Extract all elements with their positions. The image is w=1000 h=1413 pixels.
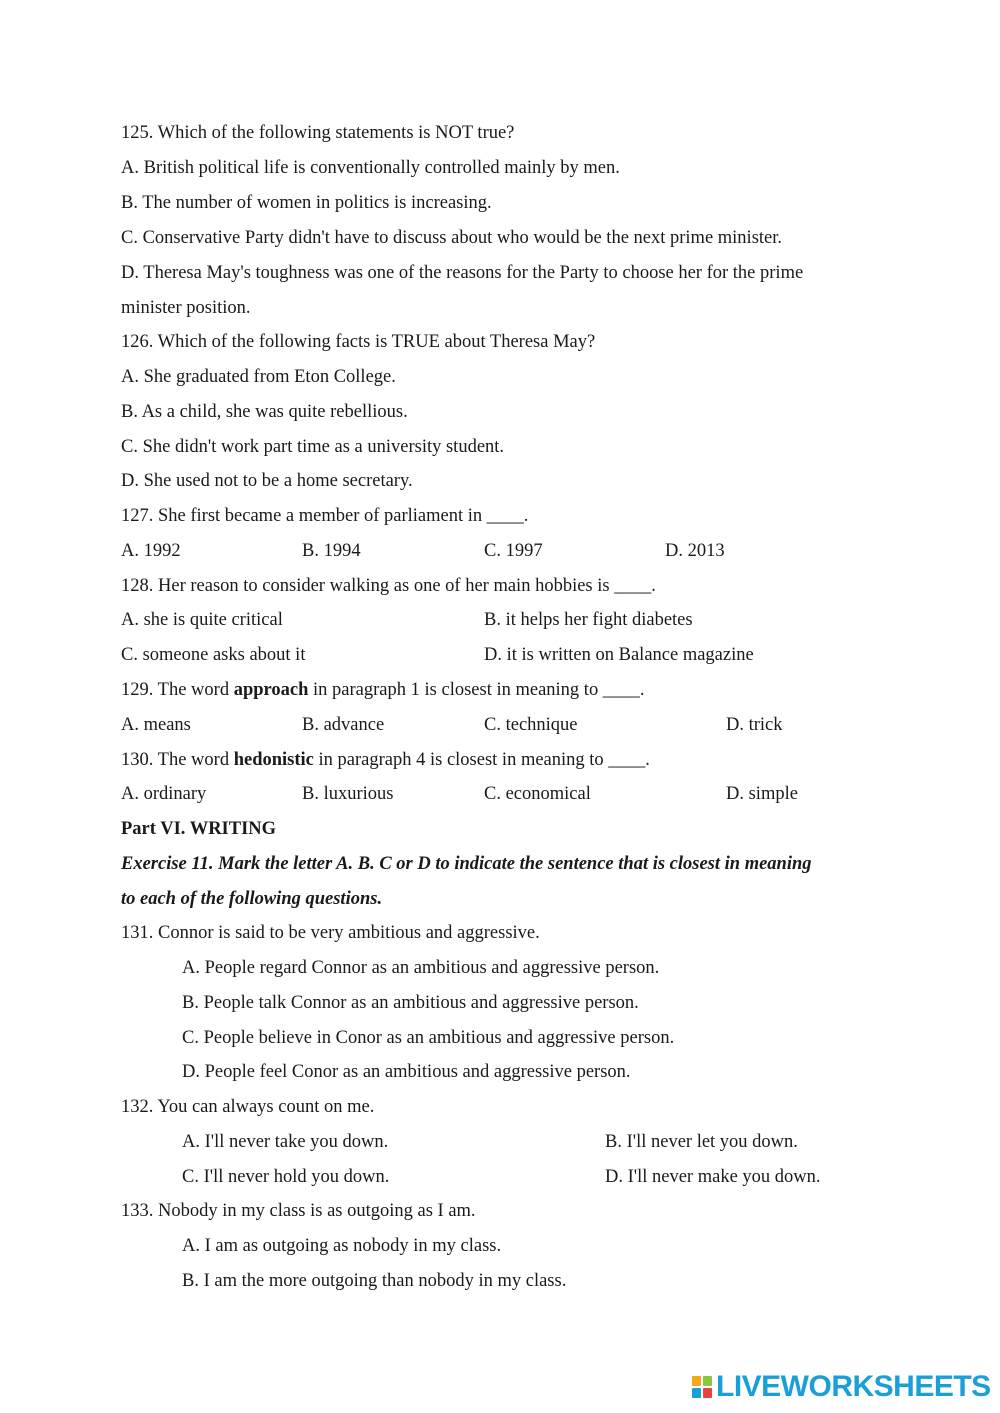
question-127-option-b: B. 1994 [302,541,361,561]
question-128-stem: 128. Her reason to consider walking as one of her main hobbies is ____. [121,576,656,596]
question-125-option-c: C. Conservative Party didn't have to discuss about who would be the next prime minister. [121,228,783,248]
question-126-option-b: B. As a child, she was quite rebellious. [121,402,408,422]
question-131-option-c: C. People believe in Conor as an ambitious and aggressive person. [182,1028,675,1048]
question-125-option-d-continued: minister position. [121,298,251,318]
question-125-option-d: D. Theresa May's toughness was one of the reasons for the Party to choose her for the prime [121,263,804,283]
question-132-option-b: B. I'll never let you down. [605,1132,798,1152]
question-133-option-a: A. I am as outgoing as nobody in my class. [182,1236,502,1256]
question-125-option-a: A. British political life is conventionally controlled mainly by men. [121,158,620,178]
question-127-option-a: A. 1992 [121,541,181,561]
question-131-option-b: B. People talk Connor as an ambitious and aggressive person. [182,993,639,1013]
question-128-option-b: B. it helps her fight diabetes [484,610,693,630]
question-132-option-d: D. I'll never make you down. [605,1167,821,1187]
question-126-stem: 126. Which of the following facts is TRUE about Theresa May? [121,332,596,352]
question-132-option-c: C. I'll never hold you down. [182,1167,390,1187]
question-131-option-d: D. People feel Conor as an ambitious and aggressive person. [182,1062,631,1082]
question-130-stem-start: 130. The word [121,750,234,770]
question-128-option-c: C. someone asks about it [121,645,306,665]
question-129-option-a: A. means [121,715,191,735]
question-129-keyword: approach [233,680,309,700]
question-130-option-d: D. simple [726,784,798,804]
question-130-option-a: A. ordinary [121,784,207,804]
question-130-stem [121,748,650,772]
question-129-option-b: B. advance [302,715,385,735]
liveworksheets-logo-text: LIVEWORKSHEETS [716,1370,991,1403]
question-132-stem: 132. You can always count on me. [121,1097,375,1117]
question-128-option-a: A. she is quite critical [121,610,283,630]
exercise-instruction: Exercise 11. Mark the letter A. B. C or D to indicate the sentence that is closest in meaning [121,854,812,874]
part-heading: Part VI. WRITING [121,819,277,839]
question-125-stem: 125. Which of the following statements is NOT true? [121,123,515,143]
question-130-stem-end: in paragraph 4 is closest in meaning to ____. [313,750,650,770]
question-127-option-c: C. 1997 [484,541,543,561]
question-129-stem-end: in paragraph 1 is closest in meaning to ____. [308,680,645,700]
liveworksheets-logo-icon [692,1375,714,1399]
question-129-option-d: D. trick [726,715,783,735]
exercise-instruction-continued: to each of the following questions. [121,889,383,909]
liveworksheets-logo [692,1370,991,1404]
question-127-option-d: D. 2013 [665,541,725,561]
question-128-option-d: D. it is written on Balance magazine [484,645,754,665]
question-129-option-c: C. technique [484,715,578,735]
question-126-option-c: C. She didn't work part time as a university student. [121,437,505,457]
question-127-stem: 127. She first became a member of parliament in ____. [121,506,529,526]
question-129-stem-start: 129. The word [121,680,234,700]
question-131-stem: 131. Connor is said to be very ambitious and aggressive. [121,923,540,943]
question-132-option-a: A. I'll never take you down. [182,1132,389,1152]
question-130-option-c: C. economical [484,784,591,804]
question-133-stem: 133. Nobody in my class is as outgoing as I am. [121,1201,476,1221]
question-130-option-b: B. luxurious [302,784,394,804]
question-126-option-d: D. She used not to be a home secretary. [121,471,413,491]
question-133-option-b: B. I am the more outgoing than nobody in my class. [182,1271,567,1291]
question-126-option-a: A. She graduated from Eton College. [121,367,396,387]
question-125-option-b: B. The number of women in politics is increasing. [121,193,492,213]
question-131-option-a: A. People regard Connor as an ambitious and aggressive person. [182,958,660,978]
question-130-keyword: hedonistic [233,750,314,770]
question-129-stem [121,678,644,702]
